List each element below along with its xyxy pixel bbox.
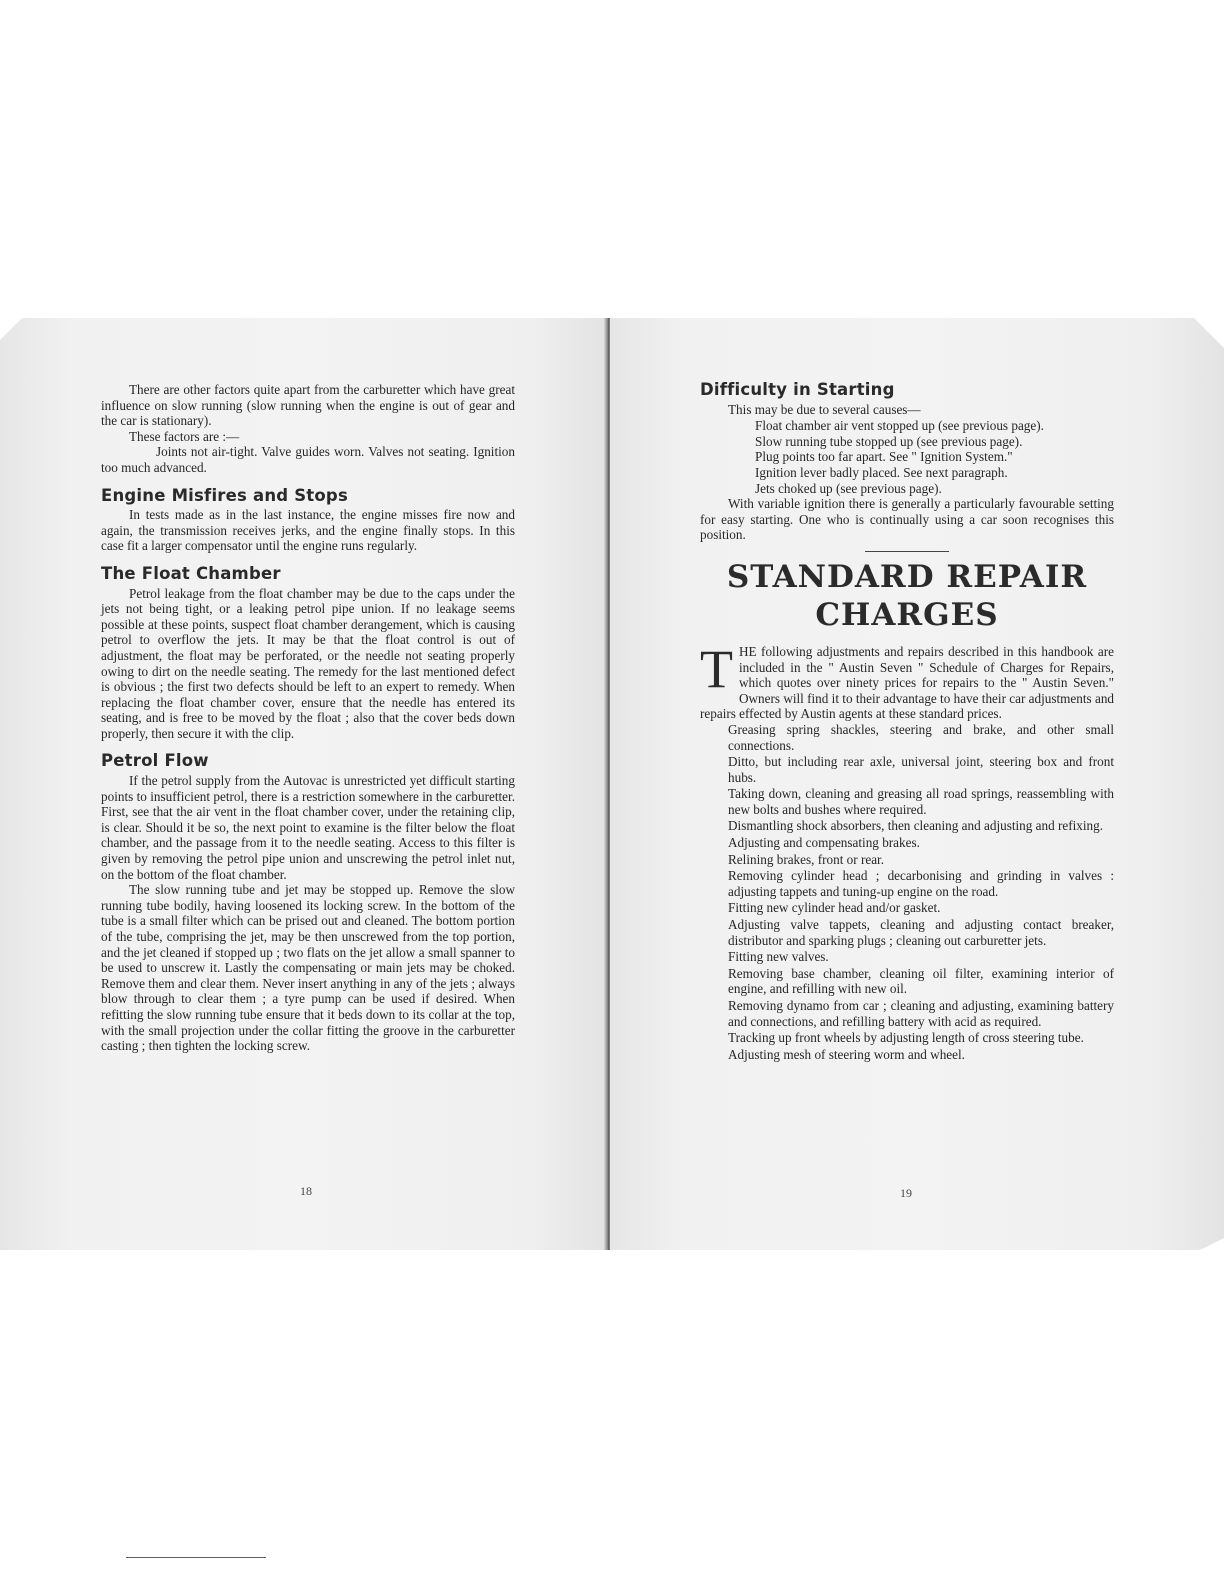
list-item: Relining brakes, front or rear. [728,851,885,867]
intro-paragraph: There are other factors quite apart from the carburetter which have great influence on slow running (slow running when the engine is out of gear and the car is stationary). [101,382,515,429]
charges-intro [700,638,1115,722]
list-item: Removing dynamo from car ; cleaning and adjusting, examining battery and connections, and refilling battery with acid as required. [728,998,1114,1029]
list-item: Slow running tube stopped up (see previous page). [755,433,1023,449]
charges-list [700,722,1114,1062]
list-item: Ditto, but including rear axle, universal joint, steering box and front hubs. [728,754,1114,785]
section-heading-petrol-flow: Petrol Flow [101,751,209,771]
book-spread [0,318,1224,1250]
list-item: Taking down, cleaning and greasing all road springs, reassembling with new bolts and bushes where required. [728,786,1114,817]
section-heading-difficulty-starting: Difficulty in Starting [700,380,895,399]
section-paragraph: Petrol leakage from the float chamber may be due to the caps under the jets not being tight, or a leaking petrol pipe union. If no leakage seems possible at these points, suspect float chamber derangement, which is causing petrol to overflow the jets. It may be that the float control is out of adjustment, the float may be perforated, or the needle not seating properly owing to dirt on the needle seating. The remedy for the last mentioned defect is obvious ; the first two defects should be left to an expert to remedy. When replacing the float chamber cover, ensure that the needle has entered its seating, and is free to be moved by the float ; also that the cover beds down properly, then secure it with the clip. [101,585,515,741]
causes-list [755,418,1114,496]
page-corner [1200,1238,1224,1250]
factors-list: Joints not air-tight. Valve guides worn. Valves not seating. Ignition too much advanced. [101,444,515,475]
page-corner [1194,318,1224,348]
left-page-text-column [101,382,515,1054]
intro-text: HE following adjustments and repairs described in this handbook are included in the " Austin Seven " Schedule of Charges for Repairs, which quotes over ninety prices for repairs to the " Austin Seven." Owners will find it to their advantage to have their car adjustments and repairs effected by Austin agents at these standard prices. [700,643,1115,722]
page-number: 19 [900,1186,912,1200]
title-line: STANDARD REPAIR [726,558,1088,595]
right-page-text-column [700,382,1114,1063]
list-item: Tracking up front wheels by adjusting length of cross steering tube. [728,1030,1084,1046]
section-paragraph: In tests made as in the last instance, the engine misses fire now and again, the transmission receives jerks, and the engine finally stops. In this case fit a larger compensator until the engine runs regularly. [101,507,515,554]
list-item: Plug points too far apart. See " Ignition System." [755,449,1013,465]
list-item: Greasing spring shackles, steering and brake, and other small connections. [728,721,1114,753]
list-item: Float chamber air vent stopped up (see previous page). [755,418,1044,434]
list-item: Removing cylinder head ; decarbonising and grinding in valves : adjusting tappets and tuning-up engine on the road. [728,868,1114,899]
list-item: Jets choked up (see previous page). [755,480,942,496]
title-line: CHARGES [815,596,999,633]
section-paragraph: The slow running tube and jet may be stopped up. Remove the slow running tube bodily, having loosened its locking screw. In the bottom of the tube is a small filter which can be prised out and cleaned. The bottom portion of the tube, comprising the jet, may be then unscrewed from the top portion, and the jet cleaned if stopped up ; two flats on the jet allow a small spanner to be used to unscrew it. Lastly the compensating or main jets may be choked. Remove them and clear them. Never insert anything in any of the jets ; always blow through to clear them ; a tyre pump can be used if desired. When refitting the slow running tube ensure that it beds down to its collar at the top, with the small projection under the collar fitting the groove in the carburetter casting ; then tighten the locking screw. [101,882,515,1054]
list-item: Adjusting valve tappets, cleaning and adjusting contact breaker, distributor and sparking plugs ; cleaning out carburetter jets. [728,917,1114,948]
right-page [610,318,1224,1250]
list-item: Adjusting and compensating brakes. [728,835,920,851]
variable-ignition-paragraph: With variable ignition there is generally a particularly favourable setting for easy starting. One who is continually using a car soon recognises this position. [700,496,1114,543]
section-paragraph: If the petrol supply from the Autovac is unrestricted yet difficult starting points to insufficient petrol, there is a restriction somewhere in the carburetter. First, see that the air vent in the float chamber cover, under the retaining clip, is clear. Should it be so, the next point to examine is the filter below the float chamber, and the passage from it to the needle seating. Access to this filter is given by removing the petrol pipe union and unscrewing the petrol inlet nut, on the bottom of the float chamber. [101,773,515,882]
section-heading-engine-misfires: Engine Misfires and Stops [101,485,348,505]
difficulty-intro: This may be due to several causes— [728,401,921,417]
drop-cap: T [700,638,733,699]
list-item: Fitting new cylinder head and/or gasket. [728,900,941,916]
underline-artifact [126,1557,266,1558]
list-item: Adjusting mesh of steering worm and wheel. [728,1046,965,1062]
section-heading-float-chamber: The Float Chamber [101,563,281,583]
list-item: Removing base chamber, cleaning oil filter, examining interior of engine, and refilling with new oil. [728,965,1114,997]
list-item: Dismantling shock absorbers, then cleaning and adjusting and refixing. [728,818,1104,834]
list-item: Ignition lever badly placed. See next paragraph. [755,464,1008,480]
page-number: 18 [300,1184,312,1198]
page-corner [0,318,22,340]
factors-label: These factors are :— [129,428,240,444]
page-title [700,558,1114,634]
title-divider [865,551,949,552]
left-page [0,318,606,1250]
list-item: Fitting new valves. [728,949,829,965]
